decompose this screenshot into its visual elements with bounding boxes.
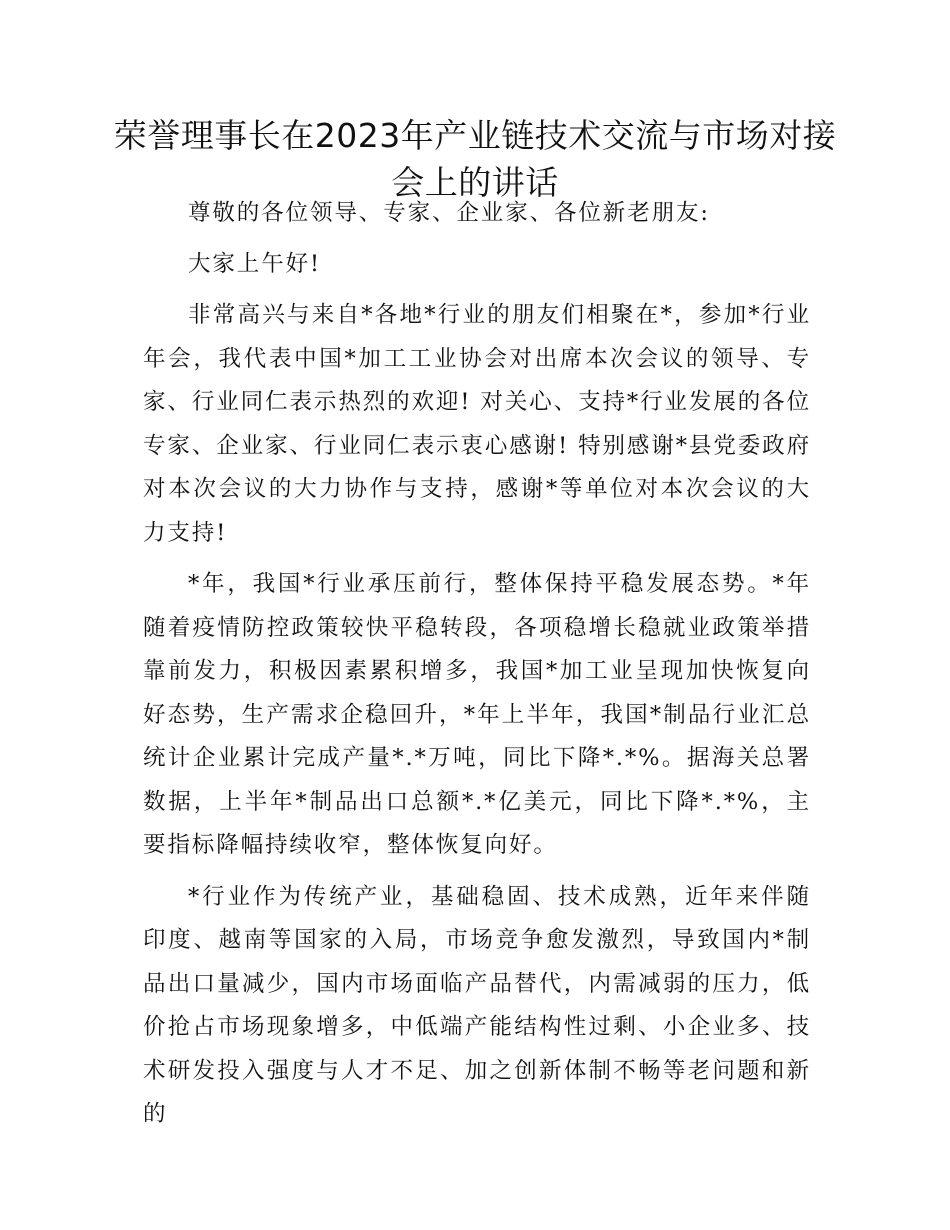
document-body — [143, 192, 811, 1145]
document-title: 荣誉理事长在2023年产业链技术交流与市场对接会上的讲话 — [113, 116, 837, 202]
greeting-paragraph: 大家上午好! — [188, 251, 321, 277]
industry-status-paragraph: *年，我国*行业承压前行，整体保持平稳发展态势。*年随着疫情防控政策较快平稳转段，各项稳增长稳就业政策举措靠前发力，积极因素累积增多，我国*加工业呈现加快恢复向好态势，生产需求企稳回升，*年上半年，我国*制品行业汇总统计企业累计完成产量*.*万吨，同比下降*.*%。据海关总署数据，上半年*制品出口总额*.*亿美元，同比下降*.*%，主要指标降幅持续收窄，整体恢复向好。 — [143, 571, 811, 858]
challenges-paragraph: *行业作为传统产业，基础稳固、技术成熟，近年来伴随印度、越南等国家的入局，市场竞争愈发激烈，导致国内*制品出口量减少，国内市场面临产品替代，内需减弱的压力，低价抢占市场现象增多，中低端产能结构性过剩、小企业多、技术研发投入强度与人才不足、加之创新体制不畅等老问题和新的 — [143, 883, 811, 1127]
welcome-paragraph: 非常高兴与来自*各地*行业的朋友们相聚在*，参加*行业年会，我代表中国*加工工业协会对出席本次会议的领导、专家、行业同仁表示热烈的欢迎! 对关心、支持*行业发展的各位专家、企业家、行业同仁表示衷心感谢! 特别感谢*县党委政府对本次会议的大力协作与支持，感谢*等单位对本次会议的大力支持! — [143, 302, 811, 546]
salutation-paragraph: 尊敬的各位领导、专家、企业家、各位新老朋友: — [188, 200, 710, 226]
